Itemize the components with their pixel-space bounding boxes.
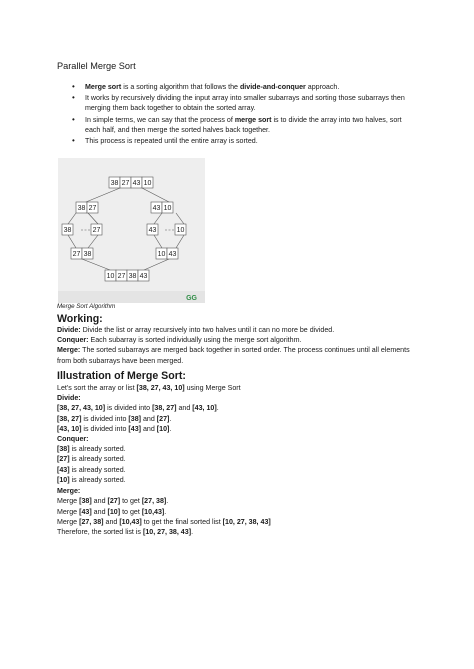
conquer-step: [10] is already sorted.: [57, 475, 126, 484]
merge-steps: [57, 486, 417, 537]
conquer-step: [43] is already sorted.: [57, 465, 126, 474]
connector-line: [154, 213, 162, 224]
connector-line: [88, 213, 98, 224]
array-cell-value: 27: [88, 205, 97, 212]
working-divide-line: Divide: Divide the list or array recursively into two halves until it can no more be divided.: [57, 326, 335, 334]
array-cell-value: 38: [63, 227, 72, 234]
connector-line: [176, 213, 184, 224]
bullet-item: • It works by recursively dividing the input array into smaller subarrays and sorting those subarrays then merging them back together to obtain the sorted array.: [57, 93, 412, 113]
array-cell-value: 43: [148, 227, 157, 234]
right-half-array: [151, 202, 173, 213]
array-cell-value: 10: [176, 227, 185, 234]
illustration-steps: [57, 383, 417, 485]
array-cell-value: 38: [128, 273, 137, 280]
working-description: [57, 325, 417, 366]
connector-line: [144, 259, 169, 270]
array-cell-value: 43: [168, 251, 177, 258]
array-cell-value: 10: [163, 205, 172, 212]
root-array: [109, 177, 153, 188]
merge-step: Merge [43] and [10] to get [10,43].: [57, 507, 167, 516]
figure-caption: Merge Sort Algorithm: [57, 303, 116, 310]
connector-line: [142, 188, 169, 202]
merge-sort-tree: [58, 158, 205, 303]
array-cell-value: 38: [77, 205, 86, 212]
array-cell-value: 27: [72, 251, 81, 258]
array-cell-value: 43: [132, 180, 141, 187]
array-cell-value: 10: [143, 180, 152, 187]
leaf-array: [91, 224, 102, 235]
left-half-array: [76, 202, 98, 213]
array-cell-value: 27: [121, 180, 130, 187]
gfg-logo: GG: [186, 295, 197, 302]
array-cell-value: 43: [139, 273, 148, 280]
conclusion-line: Therefore, the sorted list is [10, 27, 38, 43].: [57, 528, 194, 537]
array-cell-value: 10: [157, 251, 166, 258]
leaf-array: [62, 224, 73, 235]
working-merge-line: Merge: The sorted subarrays are merged back together in sorted order. The process continues until all elements from both subarrays have been merged.: [57, 346, 410, 365]
leaf-array: [175, 224, 186, 235]
connector-line: [82, 259, 110, 270]
bullet-item: • Merge sort is a sorting algorithm that follows the divide-and-conquer approach.: [57, 82, 412, 92]
merged-left-array: [71, 248, 93, 259]
leaf-array: [147, 224, 158, 235]
working-conquer-line: Conquer: Each subarray is sorted individually using the merge sort algorithm.: [57, 336, 302, 345]
connector-line: [176, 235, 184, 248]
merged-right-array: [156, 248, 178, 259]
final-sorted-array: [105, 270, 149, 281]
conquer-label: Conquer:: [57, 435, 89, 444]
conquer-step: [38] is already sorted.: [57, 445, 126, 454]
merge-step: Merge [27, 38] and [10,43] to get the final sorted list [10, 27, 38, 43]: [57, 517, 271, 526]
working-heading: Working:: [57, 313, 103, 325]
divide-label: Divide:: [57, 394, 81, 403]
conquer-step: [27] is already sorted.: [57, 455, 126, 464]
merge-label: Merge:: [57, 487, 81, 495]
illustration-intro: Let’s sort the array or list [38, 27, 43, 10] using Merge Sort: [57, 384, 241, 392]
merge-step: Merge [38] and [27] to get [27, 38].: [57, 497, 169, 506]
array-cell-value: 27: [92, 227, 101, 234]
bullet-item: • In simple terms, we can say that the process of merge sort is to divide the array into two halves, sort each half, and then merge the sorted halves back together.: [57, 115, 412, 135]
connector-line: [88, 235, 98, 248]
connector-line: [68, 235, 76, 248]
divide-step: [38, 27] is divided into [38] and [27].: [57, 414, 172, 423]
connector-line: [86, 188, 120, 202]
array-cell-value: 38: [83, 251, 92, 258]
connector-line: [154, 235, 162, 248]
array-cell-value: 43: [152, 205, 161, 212]
divide-step: [43, 10] is divided into [43] and [10].: [57, 424, 172, 433]
array-cell-value: 27: [117, 273, 126, 280]
illustration-heading: Illustration of Merge Sort:: [57, 370, 186, 382]
array-cell-value: 10: [106, 273, 115, 280]
bullet-item: • This process is repeated until the entire array is sorted.: [57, 136, 412, 146]
array-cell-value: 38: [110, 180, 119, 187]
divide-step: [38, 27, 43, 10] is divided into [38, 27] and [43, 10].: [57, 404, 219, 413]
merge-sort-diagram: [58, 158, 205, 303]
intro-bullet-list: [57, 82, 412, 147]
figure-footer: [58, 291, 205, 303]
connector-line: [68, 213, 76, 224]
page-title: Parallel Merge Sort: [57, 61, 136, 71]
